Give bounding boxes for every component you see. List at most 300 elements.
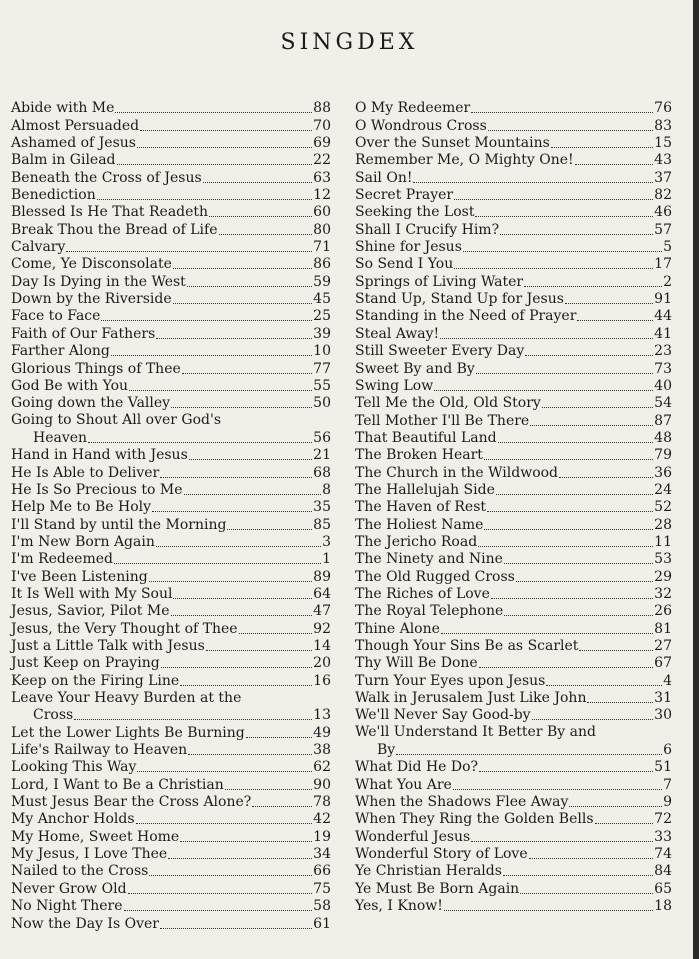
entry-title: Secret Prayer: [355, 187, 454, 204]
entry-page-number: 29: [654, 568, 672, 585]
entry-title: Help Me to Be Holy: [11, 499, 152, 516]
dot-leader: [97, 199, 312, 200]
entry-title: Going down the Valley: [11, 395, 171, 412]
dot-leader: [542, 407, 653, 408]
entry-page-number: 11: [654, 533, 672, 550]
entry-title: The Broken Heart: [355, 447, 483, 464]
entry-page-number: 3: [322, 533, 331, 550]
entry-page-number: 71: [313, 239, 331, 256]
index-entry: [355, 811, 672, 828]
dot-leader: [149, 875, 312, 876]
index-entry: [11, 325, 331, 342]
entry-title: So Send I You: [355, 256, 454, 273]
entry-title: Jesus, the Very Thought of Thee: [11, 620, 238, 637]
entry-page-number: 36: [654, 464, 672, 481]
dot-leader: [168, 858, 312, 859]
index-entry: [11, 273, 331, 290]
dot-leader: [496, 494, 653, 495]
entry-title: Abide with Me: [11, 100, 115, 117]
index-entry: [355, 430, 672, 447]
dot-leader: [160, 477, 312, 478]
entry-title: We'll Never Say Good-by: [355, 707, 531, 724]
dot-leader: [579, 650, 653, 651]
entry-page-number: 33: [654, 828, 672, 845]
entry-page-number: 39: [313, 325, 331, 342]
entry-page-number: 82: [654, 187, 672, 204]
entry-title: The Royal Telephone: [355, 603, 504, 620]
index-entry: [355, 794, 672, 811]
index-entry: [11, 516, 331, 533]
index-entry: [355, 759, 672, 776]
dot-leader: [454, 268, 653, 269]
entry-title: Turn Your Eyes upon Jesus: [355, 672, 546, 689]
dot-leader: [463, 251, 662, 252]
index-entry: [11, 794, 331, 811]
dot-leader: [156, 546, 321, 547]
dot-leader: [114, 563, 321, 564]
index-entry: [355, 568, 672, 585]
entry-title: Nailed to the Cross: [11, 863, 149, 880]
dot-leader: [488, 130, 653, 131]
dot-leader: [484, 459, 653, 460]
entry-page-number: 75: [313, 880, 331, 897]
index-entry: [11, 221, 331, 238]
entry-title: Sail On!: [355, 169, 413, 186]
index-entry: [355, 100, 672, 117]
entry-title: The Church in the Wildwood: [355, 464, 559, 481]
index-entry: [355, 447, 672, 464]
entry-title: That Beautiful Land: [355, 429, 497, 446]
entry-title: Come, Ye Disconsolate: [11, 256, 172, 273]
entry-page-number: 85: [313, 516, 331, 533]
dot-leader: [546, 685, 662, 686]
index-entry: [355, 776, 672, 793]
dot-leader: [575, 164, 653, 165]
entry-title: He Is Able to Deliver: [11, 464, 160, 481]
index-entry: [11, 135, 331, 152]
entry-title: Seeking the Lost: [355, 204, 475, 221]
dot-leader: [503, 875, 653, 876]
dot-leader: [454, 199, 653, 200]
index-entry: [355, 898, 672, 915]
entry-page-number: 69: [313, 135, 331, 152]
entry-page-number: 1: [322, 551, 331, 568]
entry-page-number: 80: [313, 221, 331, 238]
entry-title: Calvary: [11, 239, 66, 256]
dot-leader: [74, 719, 312, 720]
entry-title: Down by the Riverside: [11, 291, 172, 308]
index-entry: [355, 291, 672, 308]
dot-leader: [129, 390, 312, 391]
dot-leader: [171, 407, 312, 408]
entry-page-number: 84: [654, 863, 672, 880]
entry-page-number: 38: [313, 742, 331, 759]
entry-page-number: 57: [654, 221, 672, 238]
entry-title: Over the Sunset Mountains: [355, 135, 550, 152]
entry-title: Keep on the Firing Line: [11, 672, 180, 689]
index-entry: [11, 672, 331, 689]
entry-title: Farther Along: [11, 343, 110, 360]
entry-title: Still Sweeter Every Day: [355, 343, 525, 360]
dot-leader: [525, 355, 653, 356]
dot-leader: [188, 754, 312, 755]
entry-page-number: 91: [654, 291, 672, 308]
entry-page-number: 78: [313, 794, 331, 811]
dot-leader: [565, 303, 653, 304]
index-entry: [11, 187, 331, 204]
entry-page-number: 21: [313, 447, 331, 464]
dot-leader: [551, 147, 653, 148]
index-column-right: [355, 100, 672, 915]
dot-leader: [529, 858, 654, 859]
dot-leader: [413, 182, 653, 183]
index-entry: [11, 638, 331, 655]
dot-leader: [498, 442, 654, 443]
entry-page-number: 48: [654, 429, 672, 446]
entry-page-number: 74: [654, 846, 672, 863]
entry-page-number: 24: [654, 481, 672, 498]
entry-page-number: 44: [654, 308, 672, 325]
index-entry: [355, 690, 672, 707]
entry-page-number: 19: [313, 828, 331, 845]
entry-page-number: 41: [654, 325, 672, 342]
index-entry: [355, 846, 672, 863]
entry-title: Break Thou the Bread of Life: [11, 221, 218, 238]
dot-leader: [180, 685, 312, 686]
index-entry: [11, 568, 331, 585]
entry-title: Steal Away!: [355, 325, 440, 342]
dot-leader: [140, 130, 312, 131]
entry-title-continued: Heaven: [33, 429, 88, 446]
index-entry: [11, 308, 331, 325]
dot-leader: [227, 529, 312, 530]
entry-title: Wonderful Story of Love: [355, 846, 528, 863]
index-entry: [11, 256, 331, 273]
dot-leader: [137, 771, 312, 772]
dot-leader: [569, 806, 662, 807]
index-entry: [11, 395, 331, 412]
index-entry: [355, 516, 672, 533]
entry-title: Glorious Things of Thee: [11, 360, 181, 377]
dot-leader: [173, 268, 312, 269]
entry-page-number: 17: [654, 256, 672, 273]
entry-page-number: 87: [654, 412, 672, 429]
entry-title: Though Your Sins Be as Scarlet: [355, 638, 579, 654]
entry-page-number: 59: [313, 273, 331, 290]
entry-title: We'll Understand It Better By and: [355, 724, 596, 741]
entry-page-number: 37: [654, 169, 672, 186]
dot-leader: [471, 841, 653, 842]
dot-leader: [209, 216, 312, 217]
entry-page-number: 77: [313, 360, 331, 377]
index-entry: [11, 447, 331, 464]
entry-page-number: 27: [654, 638, 672, 654]
entry-page-number: 61: [313, 915, 331, 932]
entry-title: Let the Lower Lights Be Burning: [11, 724, 245, 741]
entry-title: Almost Persuaded: [11, 117, 140, 134]
index-entry: [11, 690, 331, 725]
entry-page-number: 18: [654, 898, 672, 915]
entry-page-number: 62: [313, 759, 331, 776]
entry-page-number: 2: [663, 273, 672, 290]
entry-title: The Haven of Rest: [355, 499, 487, 516]
index-entry: [355, 638, 672, 655]
entry-page-number: 60: [313, 204, 331, 221]
index-entry: [355, 360, 672, 377]
index-entry: [355, 395, 672, 412]
entry-page-number: 70: [313, 117, 331, 134]
entry-page-number: 92: [313, 620, 331, 637]
dot-leader: [520, 893, 653, 894]
entry-title: Swing Low: [355, 377, 434, 394]
index-entry: [355, 187, 672, 204]
index-entry: [355, 464, 672, 481]
dot-leader: [434, 390, 653, 391]
dot-leader: [524, 286, 662, 287]
entry-title: The Hallelujah Side: [355, 481, 495, 498]
dot-leader: [530, 425, 653, 426]
entry-title: Walk in Jerusalem Just Like John: [355, 690, 587, 707]
index-entry: [355, 256, 672, 273]
entry-title: My Jesus, I Love Thee: [11, 846, 168, 863]
index-entry: [355, 169, 672, 186]
dot-leader: [476, 373, 653, 374]
entry-title: Shine for Jesus: [355, 239, 462, 256]
dot-leader: [500, 234, 653, 235]
entry-title: Benediction: [11, 187, 96, 204]
index-entry: [355, 308, 672, 325]
dot-leader: [219, 234, 313, 235]
entry-page-number: 55: [313, 377, 331, 394]
dot-leader: [115, 112, 312, 113]
entry-page-number: 32: [654, 585, 672, 602]
entry-title: He Is So Precious to Me: [11, 481, 183, 498]
entry-page-number: 31: [654, 690, 672, 707]
entry-title: Never Grow Old: [11, 880, 127, 897]
index-entry: [11, 603, 331, 620]
entry-title: Balm in Gilead: [11, 152, 116, 169]
entry-title: Day Is Dying in the West: [11, 273, 186, 290]
index-entry: [11, 378, 331, 395]
entry-page-number: 47: [313, 603, 331, 620]
dot-leader: [595, 823, 654, 824]
entry-title: I'm New Born Again: [11, 533, 155, 550]
entry-page-number: 40: [654, 377, 672, 394]
index-entry: [355, 499, 672, 516]
entry-page-number: 66: [313, 863, 331, 880]
index-entry: [11, 100, 331, 117]
index-entry: [355, 707, 672, 724]
entry-page-number: 20: [313, 655, 331, 672]
entry-page-number: 56: [313, 429, 331, 446]
dot-leader: [101, 320, 312, 321]
dot-leader: [136, 823, 313, 824]
page-edge: [693, 0, 699, 959]
entry-title: It Is Well with My Soul: [11, 585, 173, 602]
entry-title: Ye Must Be Born Again: [355, 880, 520, 897]
index-entry: [355, 135, 672, 152]
entry-title: I'll Stand by until the Morning: [11, 516, 227, 533]
dot-leader: [396, 754, 662, 755]
dot-leader: [160, 928, 312, 929]
entry-title: The Jericho Road: [355, 533, 478, 550]
entry-page-number: 68: [313, 464, 331, 481]
entry-title: No Night There: [11, 898, 123, 915]
entry-page-number: 79: [654, 447, 672, 464]
entry-page-number: 86: [313, 256, 331, 273]
index-entry: [11, 412, 331, 447]
entry-page-number: 90: [313, 776, 331, 793]
entry-page-number: 89: [313, 568, 331, 585]
index-entry: [355, 239, 672, 256]
index-entry: [11, 464, 331, 481]
entry-page-number: 42: [313, 811, 331, 828]
dot-leader: [504, 615, 653, 616]
dot-leader: [444, 910, 653, 911]
entry-page-number: 5: [663, 239, 672, 256]
dot-leader: [149, 581, 312, 582]
index-entry: [355, 828, 672, 845]
entry-title-continued: By: [377, 742, 396, 759]
entry-page-number: 63: [313, 169, 331, 186]
dot-leader: [479, 667, 653, 668]
index-entry: [355, 655, 672, 672]
entry-title: Thy Will Be Done: [355, 655, 478, 672]
entry-title: What You Are: [355, 776, 452, 793]
dot-leader: [577, 320, 653, 321]
index-column-left: [11, 100, 331, 933]
entry-title: My Home, Sweet Home: [11, 828, 180, 845]
entry-title: Looking This Way: [11, 759, 137, 776]
dot-leader: [137, 147, 312, 148]
dot-leader: [111, 355, 312, 356]
entry-page-number: 14: [313, 638, 331, 654]
entry-page-number: 10: [313, 343, 331, 360]
entry-title: The Old Rugged Cross: [355, 568, 515, 585]
dot-leader: [187, 286, 312, 287]
dot-leader: [441, 633, 653, 634]
entry-title: Leave Your Heavy Burden at the: [11, 689, 242, 706]
entry-page-number: 67: [654, 655, 672, 672]
dot-leader: [171, 615, 313, 616]
entry-page-number: 4: [663, 672, 672, 689]
dot-leader: [471, 112, 653, 113]
index-entry: [11, 586, 331, 603]
entry-title: Must Jesus Bear the Cross Alone?: [11, 794, 252, 811]
entry-title: Blessed Is He That Readeth: [11, 204, 209, 221]
entry-page-number: 64: [313, 585, 331, 602]
entry-title: Standing in the Need of Prayer: [355, 308, 577, 325]
entry-title: Hand in Hand with Jesus: [11, 447, 188, 464]
entry-page-number: 88: [313, 100, 331, 117]
entry-title: Going to Shout All over God's: [11, 412, 222, 429]
entry-title: Thine Alone: [355, 620, 440, 637]
entry-page-number: 15: [654, 135, 672, 152]
index-entry: [355, 273, 672, 290]
dot-leader: [239, 633, 313, 634]
index-entry: [355, 482, 672, 499]
index-entry: [355, 412, 672, 429]
entry-page-number: 8: [322, 481, 331, 498]
index-entry: [11, 846, 331, 863]
dot-leader: [66, 251, 312, 252]
index-entry: [355, 620, 672, 637]
dot-leader: [487, 511, 653, 512]
index-entry: [11, 620, 331, 637]
entry-title: Face to Face: [11, 308, 101, 325]
entry-page-number: 26: [654, 603, 672, 620]
index-entry: [11, 152, 331, 169]
index-entry: [355, 672, 672, 689]
dot-leader: [173, 303, 313, 304]
entry-page-number: 65: [654, 880, 672, 897]
entry-page-number: 30: [654, 707, 672, 724]
entry-page-number: 73: [654, 360, 672, 377]
entry-title: When the Shadows Flee Away: [355, 794, 569, 811]
index-entry: [11, 759, 331, 776]
entry-title: O My Redeemer: [355, 100, 471, 117]
dot-leader: [587, 702, 653, 703]
entry-page-number: 12: [313, 187, 331, 204]
index-entry: [11, 291, 331, 308]
entry-title: O Wondrous Cross: [355, 117, 487, 134]
index-entry: [11, 117, 331, 134]
entry-page-number: 49: [313, 724, 331, 741]
index-entry: [355, 863, 672, 880]
dot-leader: [203, 182, 312, 183]
dot-leader: [180, 841, 312, 842]
entry-title: Ashamed of Jesus: [11, 135, 136, 152]
entry-page-number: 58: [313, 898, 331, 915]
entry-page-number: 43: [654, 152, 672, 169]
dot-leader: [156, 338, 312, 339]
index-entry: [355, 724, 672, 759]
entry-page-number: 51: [654, 759, 672, 776]
dot-leader: [206, 650, 312, 651]
entry-page-number: 52: [654, 499, 672, 516]
index-entry: [355, 534, 672, 551]
entry-title: Jesus, Savior, Pilot Me: [11, 603, 170, 620]
entry-title: The Ninety and Nine: [355, 551, 503, 568]
dot-leader: [504, 563, 653, 564]
entry-title: Tell Me the Old, Old Story: [355, 395, 541, 412]
entry-title: What Did He Do?: [355, 759, 479, 776]
index-entry: [355, 152, 672, 169]
entry-title: Tell Mother I'll Be There: [355, 412, 530, 429]
entry-title: Yes, I Know!: [355, 898, 443, 915]
index-entry: [11, 360, 331, 377]
index-entry: [11, 482, 331, 499]
index-entry: [355, 221, 672, 238]
dot-leader: [117, 164, 313, 165]
index-entry: [11, 724, 331, 741]
entry-page-number: 25: [313, 308, 331, 325]
entry-page-number: 13: [313, 707, 331, 724]
entry-title: The Holiest Name: [355, 516, 484, 533]
entry-page-number: 23: [654, 343, 672, 360]
index-entry: [11, 655, 331, 672]
index-entry: [355, 325, 672, 342]
entry-title: Springs of Living Water: [355, 273, 524, 290]
entry-title: Life's Railway to Heaven: [11, 742, 188, 759]
dot-leader: [479, 771, 653, 772]
dot-leader: [516, 581, 653, 582]
dot-leader: [532, 719, 654, 720]
dot-leader: [182, 373, 312, 374]
index-entry: [355, 880, 672, 897]
index-entry: [355, 117, 672, 134]
dot-leader: [173, 598, 312, 599]
